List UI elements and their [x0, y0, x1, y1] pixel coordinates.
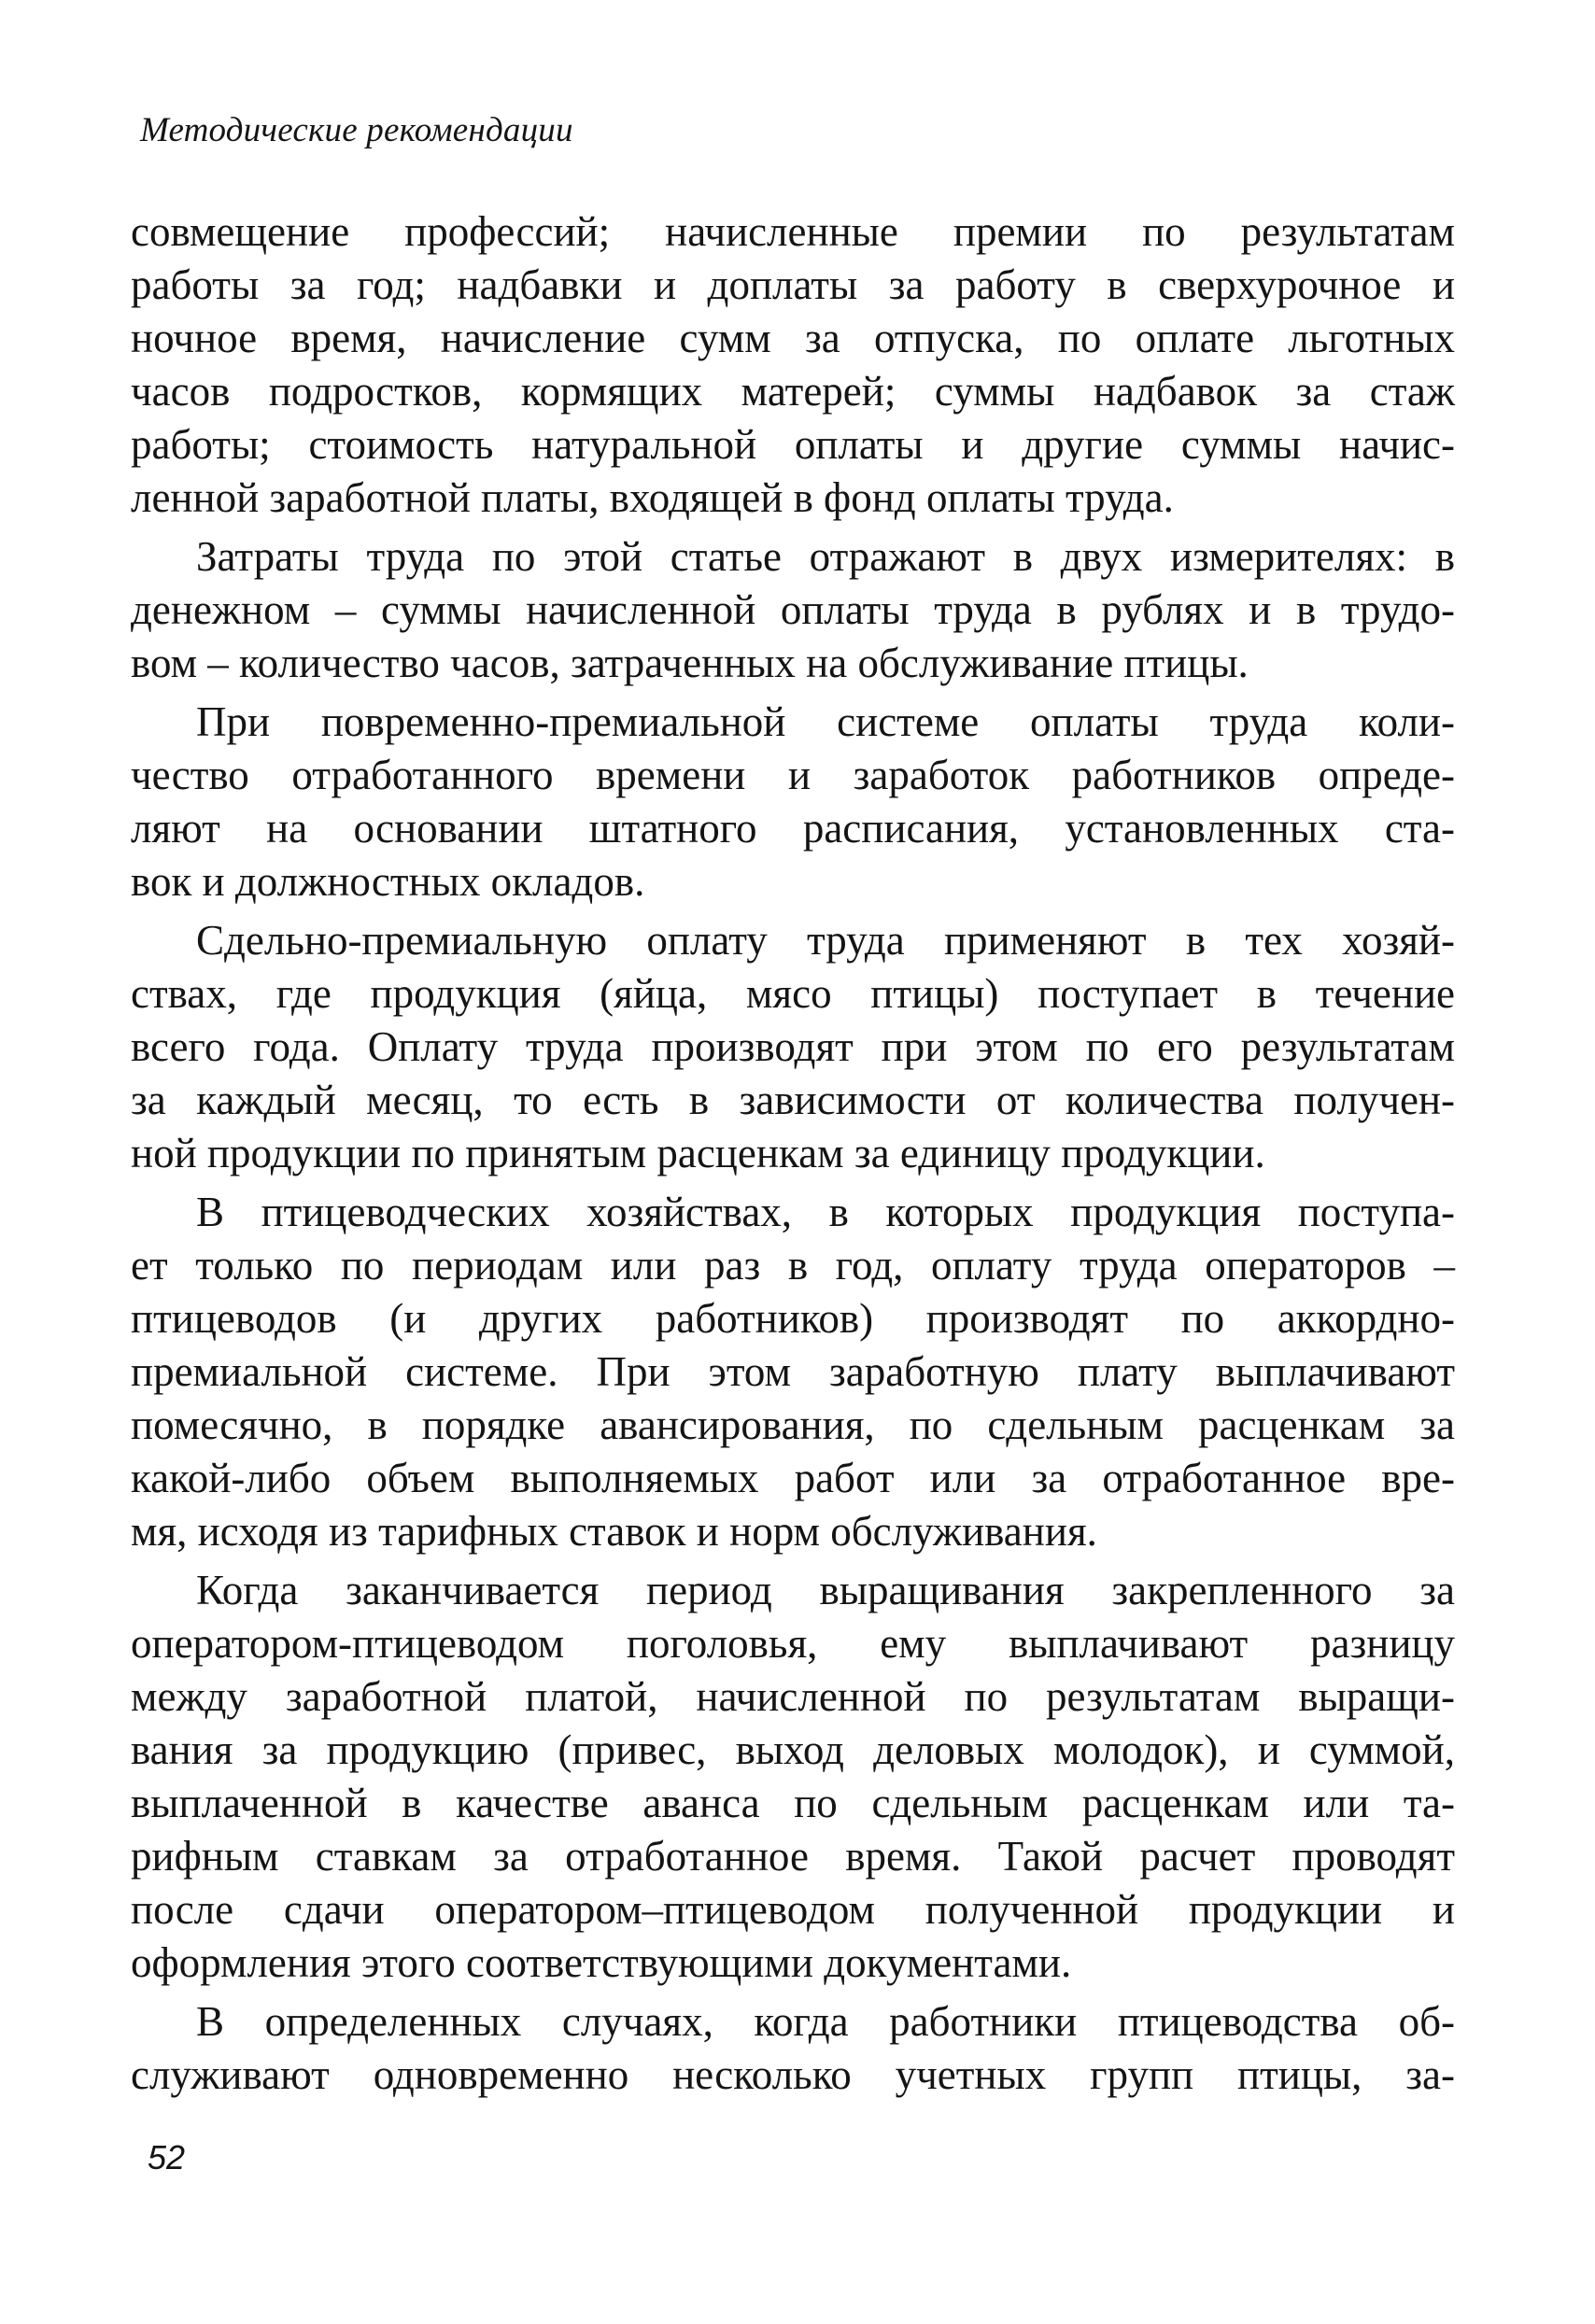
text-line: совмещение профессий; начисленные премии по результатам: [131, 208, 1455, 255]
text-line: При повременно-премиальной системе оплаты труда коли-: [196, 698, 1455, 745]
paragraph: [131, 1995, 1455, 2102]
page-number: 52: [148, 2138, 186, 2176]
paragraph: [131, 1564, 1455, 1990]
text-line: премиальной системе. При этом заработную плату выплачивают: [131, 1348, 1455, 1395]
text-line: В птицеводческих хозяйствах, в которых продукция поступа-: [196, 1189, 1455, 1235]
text-line: оформления этого соответствующими документами.: [131, 1939, 1072, 1986]
text-line: вания за продукцию (привес, выход деловых молодок), и суммой,: [131, 1726, 1455, 1773]
text-line: между заработной платой, начисленной по результатам выращи-: [131, 1673, 1455, 1720]
text-line: Сдельно-премиальную оплату труда применяют в тех хозяй-: [196, 917, 1455, 964]
paragraph: [131, 1186, 1455, 1558]
text-line: часов подростков, кормящих матерей; суммы надбавок за стаж: [131, 368, 1455, 415]
text-line: работы за год; надбавки и доплаты за работу в сверхурочное и: [131, 261, 1455, 308]
paragraph: [131, 205, 1455, 525]
text-line: после сдачи оператором–птицеводом полученной продукции и: [131, 1886, 1455, 1933]
text-line: Когда заканчивается период выращивания закрепленного за: [196, 1567, 1455, 1613]
text-line: птицеводов (и других работников) производят по аккордно-: [131, 1295, 1455, 1342]
text-line: помесячно, в порядке авансирования, по сдельным расценкам за: [131, 1401, 1455, 1448]
text-line: работы; стоимость натуральной оплаты и другие суммы начис-: [131, 421, 1455, 468]
text-line: ночное время, начисление сумм за отпуска, по оплате льготных: [131, 315, 1455, 361]
paragraph: [131, 914, 1455, 1180]
text-line: ет только по периодам или раз в год, оплату труда операторов –: [131, 1242, 1455, 1289]
text-line: ной продукции по принятым расценкам за единицу продукции.: [131, 1130, 1265, 1176]
text-line: Затраты труда по этой статье отражают в двух измерителях: в: [196, 533, 1455, 580]
text-line: чество отработанного времени и заработок работников опреде-: [131, 752, 1455, 798]
text-line: В определенных случаях, когда работники птицеводства об-: [196, 1998, 1455, 2045]
text-line: оператором-птицеводом поголовья, ему выплачивают разницу: [131, 1620, 1455, 1667]
text-line: за каждый месяц, то есть в зависимости от количества получен-: [131, 1077, 1455, 1123]
text-line: выплаченной в качестве аванса по сдельным расценкам или та-: [131, 1780, 1455, 1826]
text-line: мя, исходя из тарифных ставок и норм обслуживания.: [131, 1508, 1097, 1555]
paragraph: [131, 696, 1455, 908]
running-title: Методические рекомендации: [140, 111, 573, 149]
body-text: [131, 205, 1455, 2102]
text-line: ленной заработной платы, входящей в фонд оплаты труда.: [131, 474, 1174, 521]
text-line: служивают одновременно несколько учетных групп птицы, за-: [131, 2051, 1455, 2098]
text-line: рифным ставкам за отработанное время. Такой расчет проводят: [131, 1833, 1455, 1880]
text-line: вок и должностных окладов.: [131, 858, 645, 905]
text-line: вом – количество часов, затраченных на обслуживание птицы.: [131, 640, 1249, 686]
text-line: денежном – суммы начисленной оплаты труда в рублях и в трудо-: [131, 586, 1455, 633]
text-line: ляют на основании штатного расписания, установленных ста-: [131, 805, 1455, 852]
text-line: всего года. Оплату труда производят при этом по его результатам: [131, 1023, 1455, 1070]
text-line: ствах, где продукция (яйца, мясо птицы) поступает в течение: [131, 970, 1455, 1017]
paragraph: [131, 530, 1455, 690]
text-line: какой-либо объем выполняемых работ или за отработанное вре-: [131, 1455, 1455, 1501]
